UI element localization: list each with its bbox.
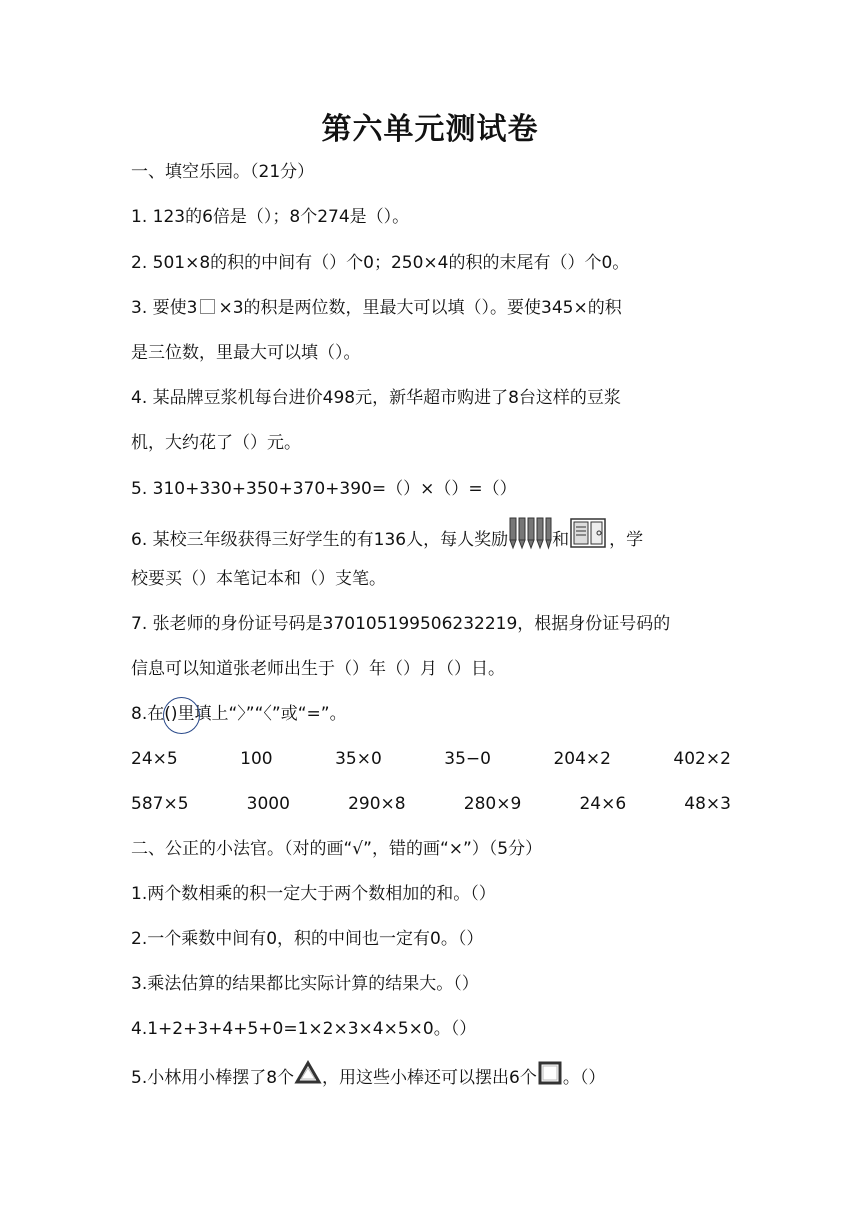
compare-item: 402×2 — [673, 749, 731, 769]
question-7-line2: 信息可以知道张老师出生于（）年（）月（）日。 — [131, 659, 505, 679]
circle-mark-icon — [163, 697, 200, 734]
compare-item: 290×8 — [348, 794, 406, 814]
judge-question-5 — [131, 1066, 731, 1090]
q6-text-post: ，学 — [609, 530, 644, 550]
question-1: 1. 123的6倍是（）；8个274是（）。 — [131, 207, 410, 227]
compare-item: 24×5 — [131, 749, 178, 769]
judge-question-1: 1.两个数相乘的积一定大于两个数相加的和。（） — [131, 884, 496, 904]
question-4-line1: 4. 某品牌豆浆机每台进价498元，新华超市购进了8台这样的豆浆 — [131, 388, 621, 408]
q5-text-post: 。（） — [562, 1068, 606, 1088]
question-6-line1 — [131, 528, 731, 552]
judge-question-2: 2.一个乘数中间有0，积的中间也一定有0。（） — [131, 929, 484, 949]
square-sticks-icon — [537, 1060, 563, 1086]
triangle-sticks-icon — [294, 1060, 322, 1086]
q5-text-mid: ，用这些小棒还可以摆出6个 — [322, 1068, 537, 1088]
question-4-line2: 机，大约花了（）元。 — [131, 433, 301, 453]
question-7-line1: 7. 张老师的身份证号码是370105199506232219，根据身份证号码的 — [131, 614, 671, 634]
q3-text-pre: 3. 要使3 — [131, 298, 198, 318]
question-5: 5. 310+330+350+370+390=（）×（）=（） — [131, 479, 517, 499]
judge-question-4: 4.1+2+3+4+5+0=1×2×3×4×5×0。（） — [131, 1019, 477, 1039]
judge-question-3: 3.乘法估算的结果都比实际计算的结果大。（） — [131, 974, 479, 994]
pens-icon — [508, 516, 552, 550]
compare-item: 24×6 — [579, 794, 627, 814]
compare-item: 3000 — [246, 794, 290, 814]
compare-item: 35−0 — [444, 749, 491, 769]
compare-item: 280×9 — [463, 794, 522, 814]
section2-heading: 二、公正的小法官。（对的画“√”，错的画“×”）（5分） — [131, 839, 543, 859]
page-title: 第六单元测试卷 — [321, 112, 539, 147]
q5-text-pre: 5.小林用小棒摆了8个 — [131, 1068, 295, 1088]
question-2: 2. 501×8的积的中间有（）个0；250×4的积的末尾有（）个0。 — [131, 253, 630, 273]
q3-text-post: ×3的积是两位数，里最大可以填（）。要使345×的积 — [218, 298, 622, 318]
section1-heading: 一、填空乐园。（21分） — [131, 162, 315, 182]
question-8: 8.在()里填上“〉”“〈”或“=”。 — [131, 704, 347, 724]
compare-item: 100 — [240, 749, 273, 769]
compare-item: 204×2 — [553, 749, 611, 769]
compare-item: 587×5 — [131, 794, 189, 814]
q6-text-pre: 6. 某校三年级获得三好学生的有136人，每人奖励 — [131, 530, 509, 550]
notebook-icon — [569, 516, 609, 550]
question-6-line2: 校要买（）本笔记本和（）支笔。 — [131, 569, 386, 589]
question-3-line2: 是三位数，里最大可以填（）。 — [131, 343, 361, 363]
compare-item: 48×3 — [684, 794, 731, 814]
compare-row-1 — [131, 747, 731, 771]
blank-box-icon — [200, 299, 215, 314]
question-3-line1 — [131, 296, 731, 320]
compare-item: 35×0 — [335, 749, 382, 769]
compare-row-2 — [131, 792, 731, 816]
q6-text-mid: 和 — [552, 530, 570, 550]
